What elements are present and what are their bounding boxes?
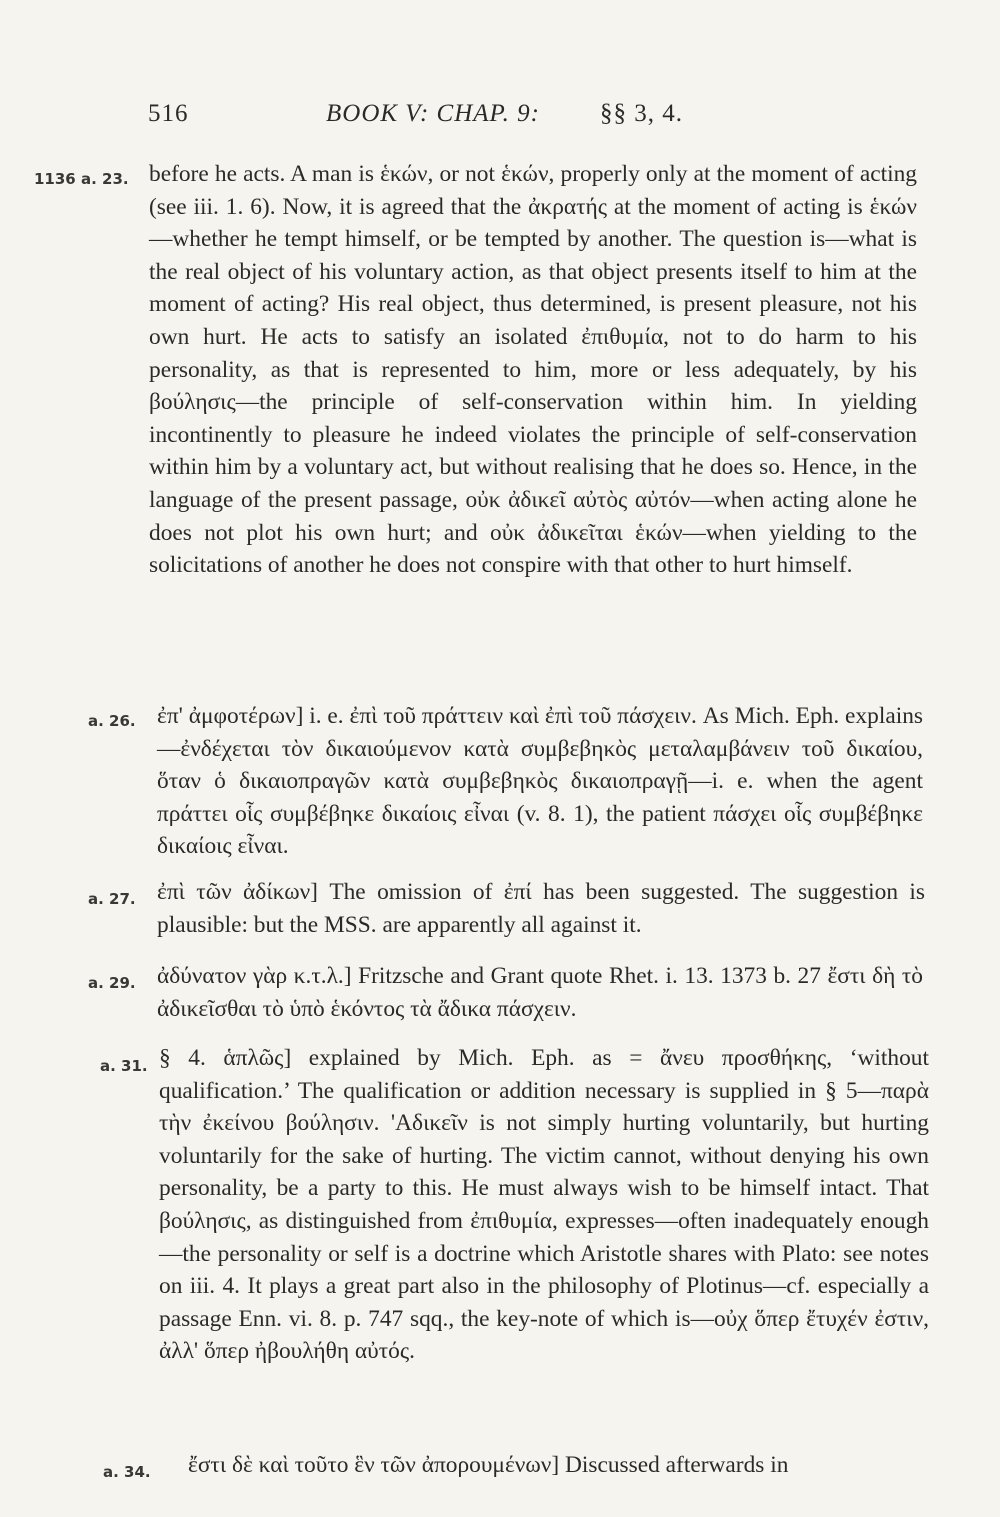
line-reference: 1136 a. 23. <box>34 170 129 188</box>
line-reference: a. 34. <box>103 1463 151 1481</box>
note-paragraph: ἐπὶ τῶν ἀδίκων] The omission of ἐπί has been suggested. The suggestion is plausible: but the MSS. are apparently all against it. <box>157 879 925 938</box>
line-reference: a. 26. <box>88 712 136 730</box>
book-chapter-title: BOOK V: CHAP. 9: <box>326 100 540 127</box>
note-paragraph: before he acts. A man is ἑκών, or not ἑκών, properly only at the moment of acting (see iii. 1. 6). Now, it is agreed that the ἀκρατής at the moment of acting is ἑκών—whether he tempt himself, or be tempted by another. The question is—what is the real object of his voluntary action, as that object presents itself to him at the moment of acting? His real object, thus determined, is present pleasure, not his own hurt. He acts to satisfy an isolated ἐπιθυμία, not to do harm to his personality, as that is represented to him, more or less adequately, by his βούλησις—the principle of self-conservation within him. In yielding incontinently to pleasure he indeed violates the principle of self-conservation within him by a voluntary act, but without realising that he does so. Hence, in the language of the present passage, οὐκ ἀδικεῖ αὐτὸς αὐτόν—when acting alone he does not plot his own hurt; and οὐκ ἀδικεῖται ἑκών—when yielding to the solicitations of another he does not conspire with that other to hurt himself. <box>149 161 917 579</box>
note-paragraph: ἐπ' ἀμφοτέρων] i. e. ἐπὶ τοῦ πράττειν καὶ ἐπὶ τοῦ πάσχειν. As Mich. Eph. explains—ἐνδέχεται τὸν δικαιούμενον κατὰ συμβεβηκὸς μεταλαμβάνειν τοῦ δικαίου, ὅταν ὁ δικαιοπραγῶν κατὰ συμβεβηκὸς δικαιοπραγῇ—i. e. when the agent πράττει οἷς συμβέβηκε δικαίοις εἶναι (v. 8. 1), the patient πάσχει οἷς συμβέβηκε δικαίοις εἶναι. <box>157 703 923 860</box>
note-paragraph: ἀδύνατον γὰρ κ.τ.λ.] Fritzsche and Grant quote Rhet. i. 13. 1373 b. 27 ἔστι δὴ τὸ ἀδικεῖσθαι τὸ ὑπὸ ἑκόντος τὰ ἄδικα πάσχειν. <box>157 963 923 1022</box>
note-text <box>157 700 923 863</box>
line-reference: a. 29. <box>88 974 136 992</box>
note-text <box>159 1042 929 1368</box>
page-number: 516 <box>148 100 189 127</box>
note-text <box>157 960 923 1025</box>
note-paragraph: § 4. ἁπλῶς] explained by Mich. Eph. as = ἄνευ προσθήκης, ‘without qualification.’ The qualification or addition necessary is supplied in § 5—παρὰ τὴν ἐκείνου βούλησιν. 'Αδικεῖν is not simply hurting voluntarily, but hurting voluntarily for the sake of hurting. The victim cannot, without denying his own personality, be a party to this. He must always wish to be himself intact. That βούλησις, as distinguished from ἐπιθυμία, expresses—often inadequately enough—the personality or self is a doctrine which Aristotle shares with Plato: see notes on iii. 4. It plays a great part also in the philosophy of Plotinus—cf. especially a passage Enn. vi. 8. p. 747 sqq., the key-note of which is—οὐχ ὅπερ ἔτυχέν ἐστιν, ἀλλ' ὅπερ ἠβουλήθη αὐτός. <box>159 1045 929 1365</box>
note-text <box>157 876 925 941</box>
note-paragraph: ἔστι δὲ καὶ τοῦτο ἓν τῶν ἀπορουμένων] Discussed afterwards in <box>188 1452 789 1478</box>
line-reference: a. 27. <box>88 890 136 908</box>
note-text <box>149 158 917 582</box>
section-marks: §§ 3, 4. <box>600 100 683 127</box>
note-text <box>188 1449 933 1482</box>
line-reference: a. 31. <box>100 1057 148 1075</box>
